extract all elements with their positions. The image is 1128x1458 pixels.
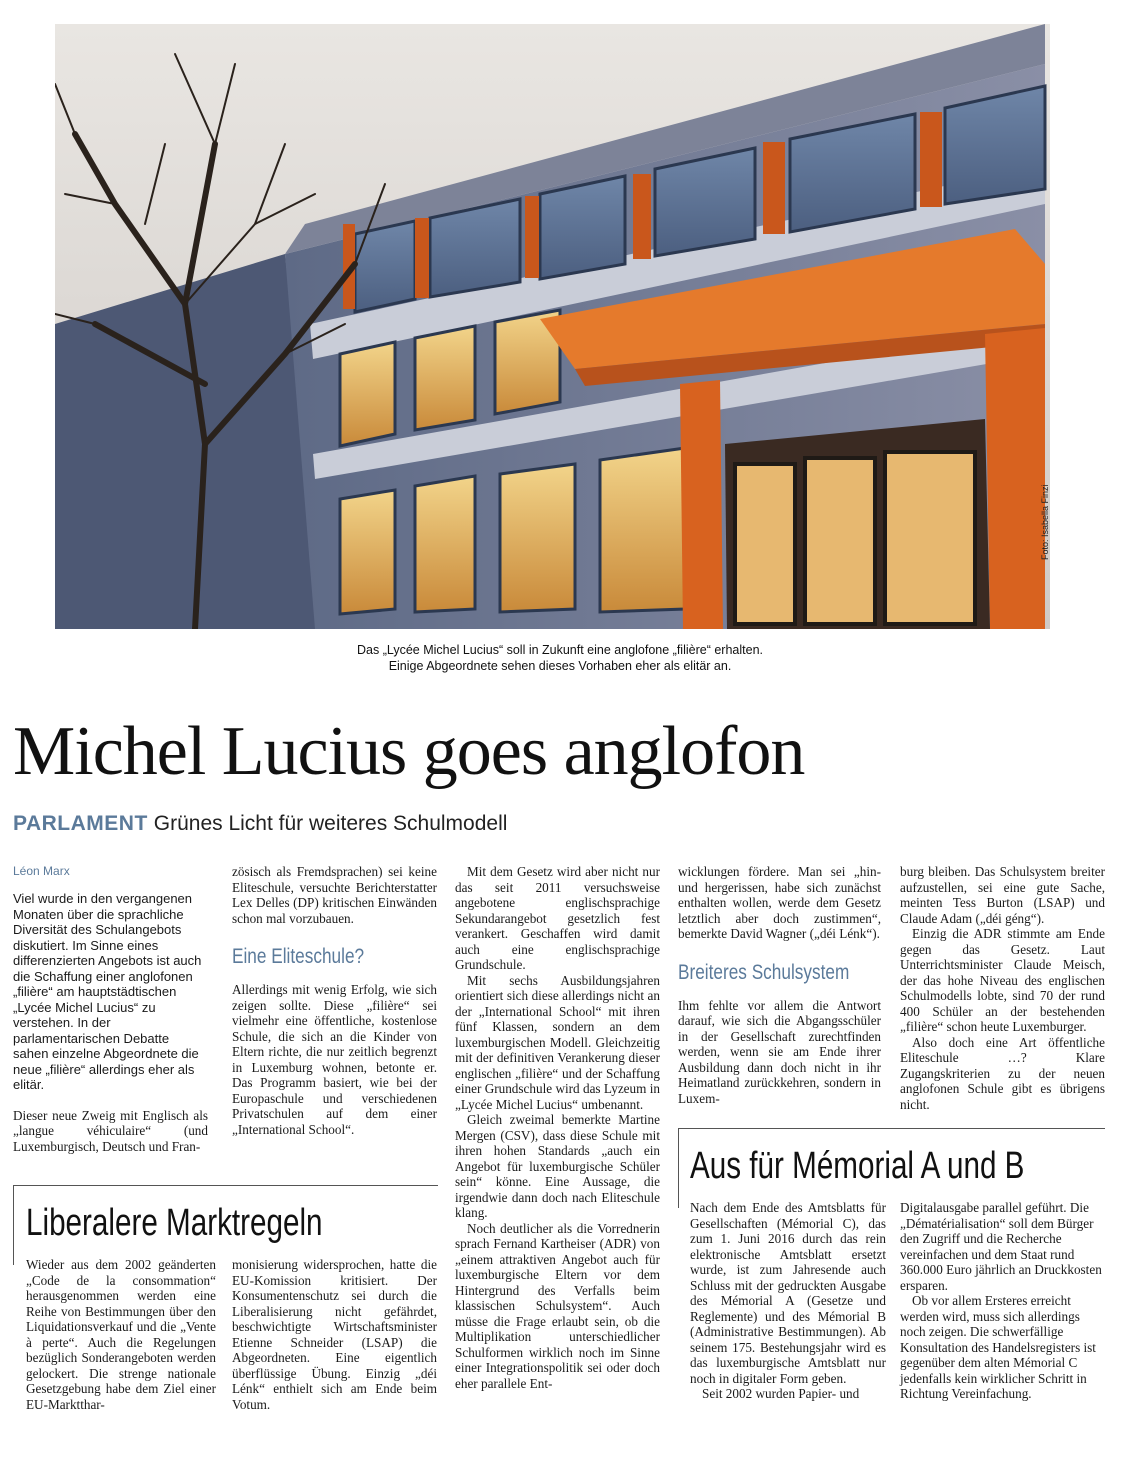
box-left-headline: Liberalere Marktregeln bbox=[26, 1202, 323, 1244]
kicker-subtitle: Grünes Licht für weiteres Schulmodell bbox=[153, 812, 508, 835]
article-paragraph: Mit sechs Ausbildungsjahren orientiert sich diese allerdings nicht an der „International School“ mit ihren fünf Klassen, sondern an dem luxemburgischen Modell. Gleichzeitig mit der definitiven Verankerung dieser englischen „filière“ und der Schaffung einer Grundschule wird das Lyzeum in „Lycée Michel Lucius“ umbenannt. bbox=[455, 972, 660, 1112]
article-paragraph: Gleich zweimal bemerkte Martine Mergen (CSV), dass diese Schule mit ihren hohen Standards „auch ein Angebot für luxemburgische Schüler sein“ könne. Eine Aussage, die irgendwie dann doch nach Eliteschule klang. bbox=[455, 1112, 660, 1220]
article-paragraph: Dieser neue Zweig mit Englisch als „langue véhiculaire“ (und Luxemburgisch, Deutsch und Fran- bbox=[13, 1107, 208, 1154]
box-paragraph: Seit 2002 wurden Papier- und bbox=[702, 1386, 860, 1401]
box-left-column-1 bbox=[26, 1257, 216, 1412]
article-kicker bbox=[13, 810, 507, 838]
box-paragraph: monisierung widersprochen, hatte die EU-Komission kritisiert. Der Konsumentenschutz sei durch die Liberalisierung nicht gefährdet, beschwichtigte Wirtschaftsminister Etienne Schneider (LSAP) die Abgeordneten. Eine eigentlich überflüssige Übung. Einzig „déi Lénk“ enthielt sich am Ende beim Votum. bbox=[232, 1257, 437, 1412]
school-building-photo bbox=[55, 24, 1050, 629]
article-headline: Michel Lucius goes anglofon bbox=[13, 713, 805, 790]
box-right-headline: Aus für Mémorial A und B bbox=[690, 1145, 1025, 1187]
box-paragraph: Wieder aus dem 2002 geänderten „Code de la consommation“ herausgenommen werden eine Reihe von Bestimmungen über den Liquidationsverkauf und die „Vente à perte“. Auch die Regelungen bezüglich Sonderangeboten werden gelockert. Die strenge nationale Gesetzgebung habe dem Ziel einer EU-Marktthar- bbox=[26, 1257, 216, 1412]
photo-credit: Foto: Isabella Finzi bbox=[1040, 484, 1050, 560]
school-building-illustration bbox=[55, 24, 1050, 629]
article-paragraph: Ihm fehlte vor allem die Antwort darauf, wie sich die Abgangsschüler in der Gesellschaft zurechtfinden werden, wenn sie am Ende ihrer Ausbildung dann doch nicht in ihr Heimatland zurückkehren, sondern in Luxem- bbox=[678, 997, 881, 1106]
article-paragraph: Mit dem Gesetz wird aber nicht nur das seit 2011 versuchsweise angebotene englischsprachige Sekundarangebot gesetzlich fest verankert. Geschaffen wird damit auch eine englischsprachige Grundschule. bbox=[455, 864, 660, 972]
author-byline: Léon Marx bbox=[13, 864, 70, 878]
article-column-2 bbox=[232, 864, 437, 1137]
article-paragraph: Einzig die ADR stimmte am Ende gegen das Gesetz. Laut Unterrichtsminister Claude Meisch, der das hohe Niveau des englischen Schulmodells lobte, sind 70 der rund 400 Schüler an der bestehenden „filière“ schon heute Luxemburger. bbox=[900, 926, 1105, 1034]
article-paragraph: Noch deutlicher als die Vorrednerin sprach Fernand Kartheiser (ADR) von „einem attraktiven Angebot auch für luxemburgische Eltern vor dem Hintergrund des Verfalls beim klassischen Schulsystem“. Auch müsse die Frage erlaubt sein, ob die Multiplikation unterschiedlicher Schulformen wirklich noch im Sinne einer Integrationspolitik sei oder doch eher parallele Ent- bbox=[455, 1220, 660, 1391]
box-right-column-2 bbox=[900, 1200, 1105, 1402]
caption-line-1: Das „Lycée Michel Lucius“ soll in Zukunft eine anglofone „filière“ erhalten. bbox=[357, 643, 763, 657]
article-lead: Viel wurde in den vergangenen Monaten über die sprachliche Diversität des Schulangebots diskutiert. Im Sinne eines differenzierten Angebots ist auch die Schaffung einer anglofonen „filière“ am hauptstädtischen „Lycée Michel Lucius“ zu verstehen. In der parlamentarischen Debatte sahen einzelne Abgeordnete die neue „filière“ allerdings eher als elitär. bbox=[13, 891, 202, 1092]
photo-caption bbox=[180, 642, 940, 674]
article-column-3 bbox=[455, 864, 660, 1391]
article-paragraph: Allerdings mit wenig Erfolg, wie sich zeigen sollte. Diese „filière“ sei vielmehr eine öffentliche, kostenlose Schule, die sich an die Kinder von Eltern richte, die nur zeitlich begrenzt in Luxemburg wohnen, betonte er. Das Programm basiert, wie bei der Europaschule und verschiedenen Privatschulen auf dem einer „International School“. bbox=[232, 982, 437, 1137]
box-left-vrule bbox=[13, 1185, 14, 1265]
box-left-column-2 bbox=[232, 1257, 437, 1412]
article-paragraph: zösisch als Fremdsprachen) sei keine Eliteschule, versuchte Berichterstatter Lex Delles (DP) kritischen Einwänden schon mal vorzubauen. bbox=[232, 864, 437, 926]
box-paragraph: Digitalausgabe parallel geführt. Die „Dématérialisation“ soll dem Bürger den Zugriff und die Recherche vereinfachen und dem Staat rund 360.000 Euro jährlich an Druckkosten ersparen. bbox=[900, 1200, 1102, 1293]
box-paragraph: Ob vor allem Ersteres erreicht werden wird, muss sich allerdings noch zeigen. Die schwerfällige Konsultation des Handelsregisters ist gegenüber dem alten Mémorial C jedenfalls kein wirklicher Schritt in Richtung Vereinfachung. bbox=[900, 1293, 1096, 1401]
article-column-5 bbox=[900, 864, 1105, 1112]
kicker-label: PARLAMENT bbox=[13, 812, 148, 835]
article-paragraph: burg bleiben. Das Schulsystem breiter aufzustellen, sei eine gute Sache, meinten Tess Burton (LSAP) und Claude Adam („déi géng“). bbox=[900, 864, 1105, 926]
caption-line-2: Einige Abgeordnete sehen dieses Vorhaben eher als elitär an. bbox=[388, 659, 732, 673]
subheading-schulsystem: Breiteres Schulsystem bbox=[678, 960, 850, 984]
box-right-column-1 bbox=[690, 1200, 886, 1402]
box-left-rule bbox=[13, 1185, 438, 1186]
subheading-eliteschule: Eine Eliteschule? bbox=[232, 945, 365, 968]
article-column-1 bbox=[13, 891, 208, 1154]
box-right-rule bbox=[678, 1128, 1105, 1129]
box-right-vrule bbox=[678, 1128, 679, 1208]
article-paragraph: Also doch eine Art öffentliche Eliteschule …? Klare Zugangskriterien zu der neuen anglofonen Schule gibt es übrigens nicht. bbox=[900, 1034, 1105, 1112]
article-column-4 bbox=[678, 864, 881, 1106]
article-paragraph: wicklungen fördere. Man sei „hin- und hergerissen, habe sich zunächst enthalten wollen, werde dem Gesetz letztlich aber doch zustimmen“, bemerkte David Wagner („déi Lénk“). bbox=[678, 864, 881, 941]
box-paragraph: Nach dem Ende des Amtsblatts für Gesellschaften (Mémorial C), das zum 1. Juni 2016 durch das rein elektronische Amtsblatt ersetzt wurde, ist zum Jahresende auch Schluss mit der gedruckten Ausgabe des Mémorial A (Gesetze und Reglemente) und des Mémorial B (Administrative Bestimmungen). Ab seinem 175. Bestehungsjahr wird es das luxemburgische Amtsblatt nur noch in digitaler Form geben. bbox=[690, 1200, 886, 1386]
